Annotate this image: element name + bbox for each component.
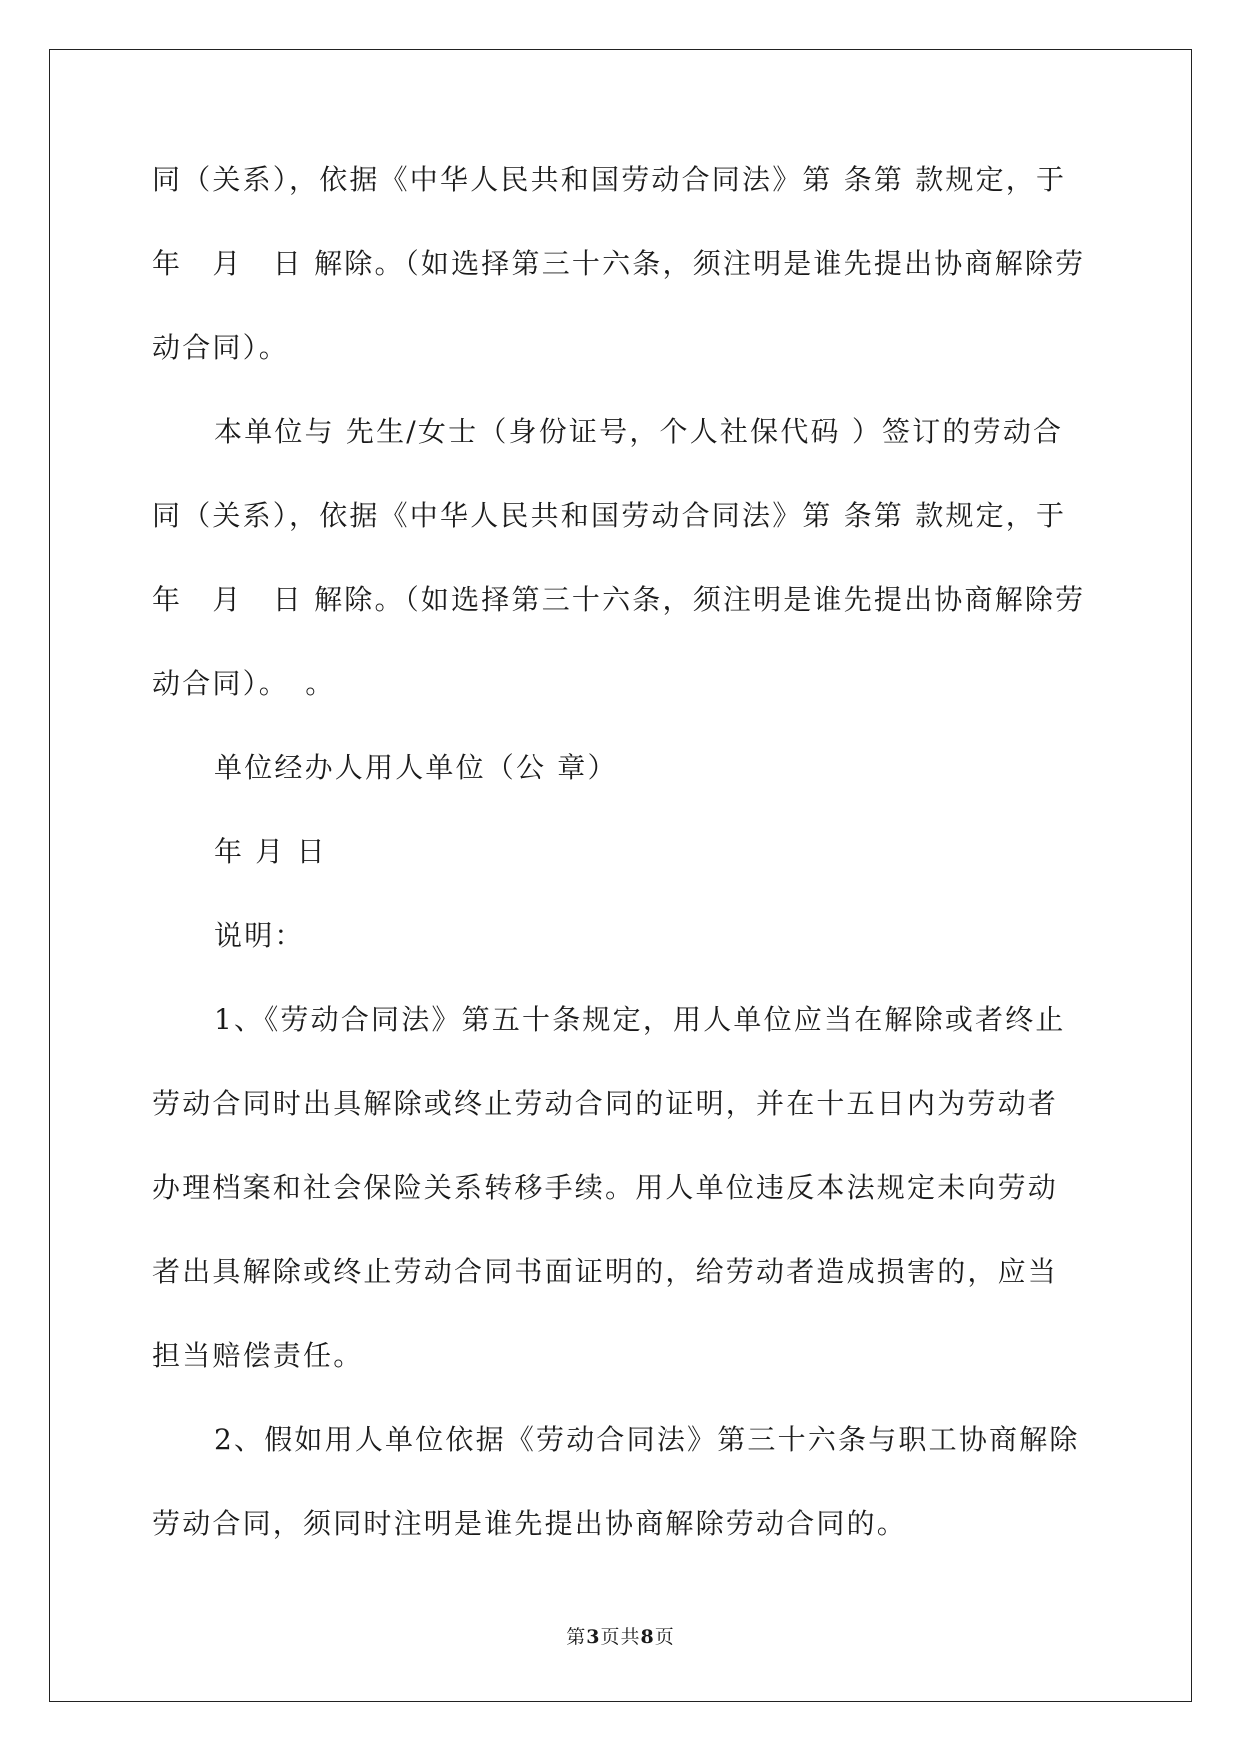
text-line-13: 办理档案和社会保险关系转移手续。用人单位违反本法规定未向劳动	[152, 1171, 1059, 1204]
total-suffix: 页	[654, 1626, 675, 1648]
total-page-number: 8	[640, 1626, 655, 1648]
text-line-16: 2、假如用人单位依据《劳动合同法》第三十六条与职工协商解除	[214, 1423, 1080, 1456]
text-line-14: 者出具解除或终止劳动合同书面证明的，给劳动者造成损害的，应当	[152, 1255, 1059, 1288]
text-line-3: 动合同）。	[152, 331, 290, 364]
text-line-15: 担当赔偿责任。	[152, 1339, 364, 1372]
page-suffix: 页	[600, 1626, 621, 1648]
text-line-17: 劳动合同，须同时注明是谁先提出协商解除劳动合同的。	[152, 1507, 908, 1540]
page-prefix: 第	[566, 1626, 587, 1648]
text-line-1: 同（关系），依据《中华人民共和国劳动合同法》第 条第 款规定，于	[152, 163, 1067, 196]
text-line-9: 年 月 日	[214, 835, 327, 868]
text-line-12: 劳动合同时出具解除或终止劳动合同的证明，并在十五日内为劳动者	[152, 1087, 1059, 1120]
total-prefix: 共	[620, 1626, 641, 1648]
text-line-4: 本单位与 先生/女士（身份证号，个人社保代码 ）签订的劳动合	[214, 415, 1064, 448]
text-line-10: 说明：	[214, 919, 305, 952]
document-body	[152, 156, 1090, 1584]
text-line-2: 年 月 日 解除。（如选择第三十六条，须注明是谁先提出协商解除劳	[152, 247, 1086, 280]
text-line-5: 同（关系），依据《中华人民共和国劳动合同法》第 条第 款规定，于	[152, 499, 1067, 532]
text-line-8: 单位经办人用人单位（公 章）	[214, 751, 618, 784]
page-footer	[0, 1622, 1241, 1649]
text-line-11: 1、《劳动合同法》第五十条规定，用人单位应当在解除或者终止	[214, 1003, 1066, 1036]
text-line-7: 动合同）。 。	[152, 667, 336, 700]
text-line-6: 年 月 日 解除。（如选择第三十六条，须注明是谁先提出协商解除劳	[152, 583, 1086, 616]
current-page-number: 3	[586, 1626, 601, 1648]
